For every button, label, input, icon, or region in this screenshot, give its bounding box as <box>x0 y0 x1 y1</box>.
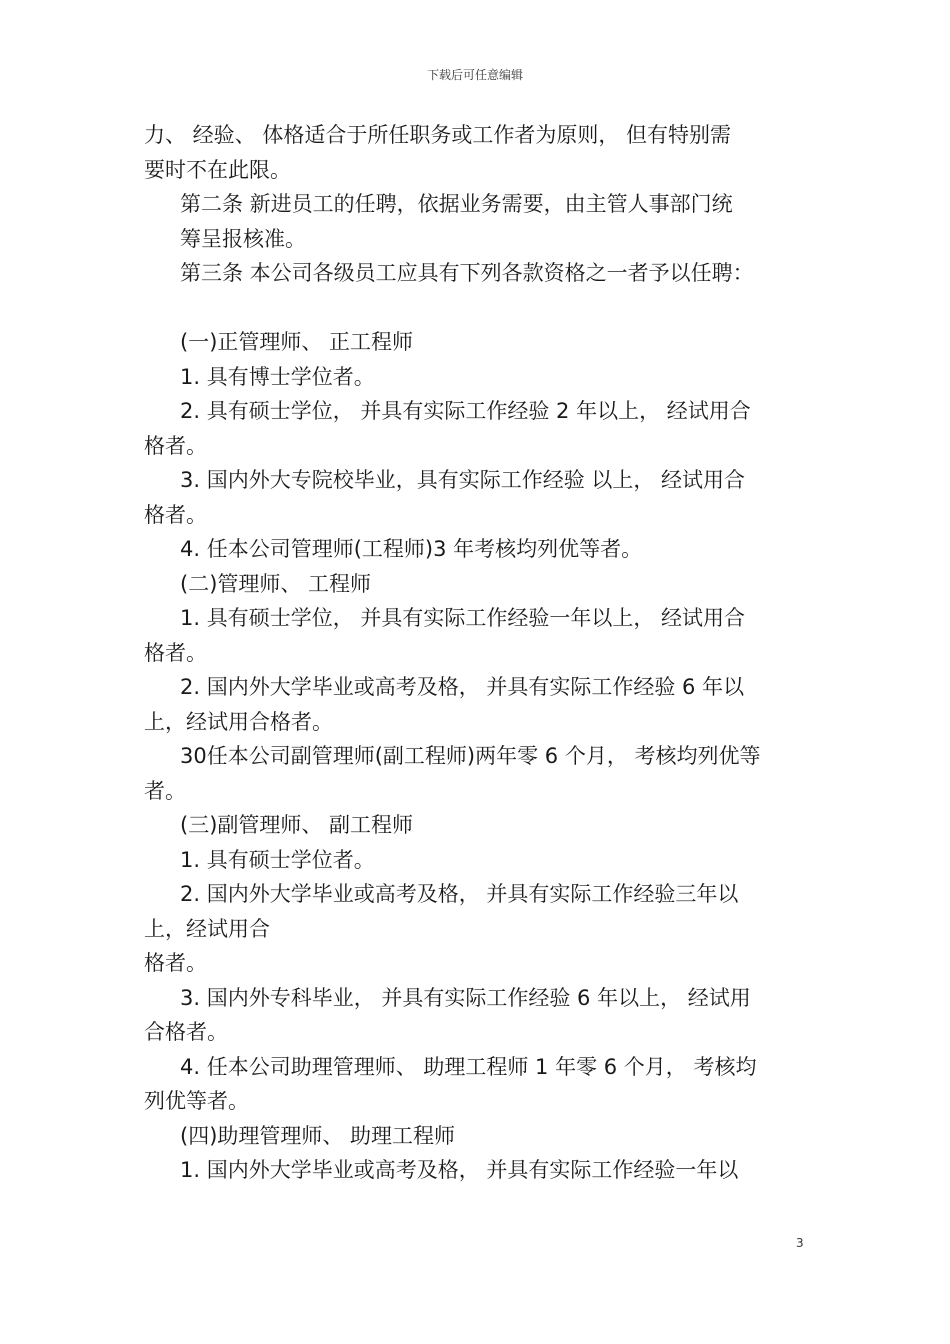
page-number: 3 <box>796 1236 804 1250</box>
list-item: 3. 国内外大专院校毕业，具有实际工作经验 以上， 经试用合 <box>180 468 746 492</box>
text-line: 上，经试用合格者。 <box>144 709 333 734</box>
section-heading-1: (一)正管理师、 正工程师 <box>180 330 414 354</box>
text-line: 上，经试用合 <box>144 916 270 941</box>
list-item: 4. 任本公司助理管理师、 助理工程师 1 年零 6 个月， 考核均 <box>180 1054 757 1079</box>
text-line: 格者。 <box>144 433 207 458</box>
list-item: 4. 任本公司管理师(工程师)3 年考核均列优等者。 <box>180 537 643 561</box>
document-body <box>144 118 814 1188</box>
page-header: 下载后可任意编辑 <box>426 68 523 82</box>
list-item: 2. 具有硕士学位， 并具有实际工作经验 2 年以上， 经试用合 <box>180 399 751 423</box>
list-item: 1. 具有博士学位者。 <box>180 364 375 389</box>
text-line: 要时不在此限。 <box>144 157 291 182</box>
blank-line <box>144 291 814 326</box>
list-item: 3. 国内外专科毕业， 并具有实际工作经验 6 年以上， 经试用 <box>180 985 751 1010</box>
text-line: 格者。 <box>144 502 207 527</box>
list-item: 2. 国内外大学毕业或高考及格， 并具有实际工作经验 6 年以 <box>180 675 745 699</box>
article-3-line: 第三条 本公司各级员工应具有下列各款资格之一者予以任聘： <box>180 261 754 285</box>
list-item: 1. 具有硕士学位者。 <box>180 847 375 872</box>
section-heading-2: (二)管理师、 工程师 <box>180 571 372 596</box>
article-2-line: 第二条 新进员工的任聘，依据业务需要，由主管人事部门统 <box>180 192 733 216</box>
text-line: 格者。 <box>144 951 207 975</box>
text-line: 筹呈报核准。 <box>180 226 306 251</box>
text-line: 力、 经验、 体格适合于所任职务或工作者为原则， 但有特别需 <box>144 123 732 147</box>
section-heading-4: (四)助理管理师、 助理工程师 <box>180 1123 456 1148</box>
list-item: 1. 具有硕士学位， 并具有实际工作经验一年以上， 经试用合 <box>180 606 746 630</box>
list-item: 1. 国内外大学毕业或高考及格， 并具有实际工作经验一年以 <box>180 1158 739 1182</box>
section-heading-3: (三)副管理师、 副工程师 <box>180 813 414 837</box>
text-line: 格者。 <box>144 640 207 665</box>
text-line: 者。 <box>144 778 186 803</box>
list-item: 30任本公司副管理师(副工程师)两年零 6 个月， 考核均列优等 <box>180 744 761 768</box>
text-line: 合格者。 <box>144 1020 228 1044</box>
list-item: 2. 国内外大学毕业或高考及格， 并具有实际工作经验三年以 <box>180 882 739 906</box>
text-line: 列优等者。 <box>144 1089 249 1113</box>
